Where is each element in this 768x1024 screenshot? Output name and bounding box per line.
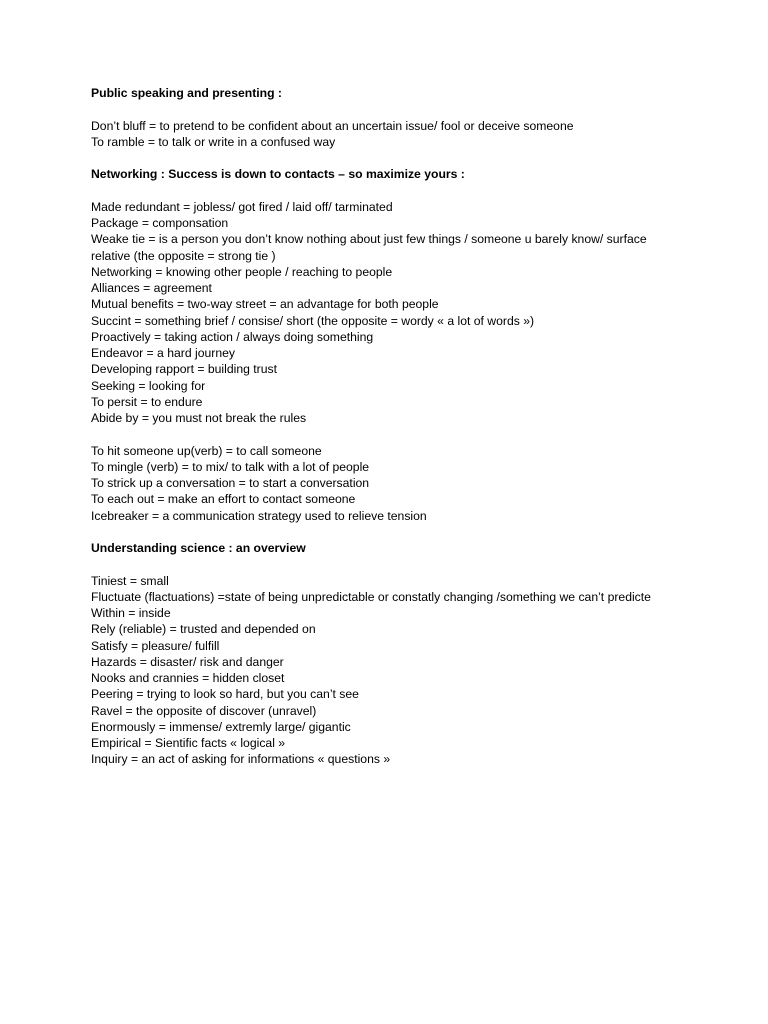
definition-line: Fluctuate (flactuations) =state of being unpredictable or constatly changing /something we can’t predicte bbox=[91, 589, 651, 604]
definition-line: Enormously = immense/ extremly large/ gigantic bbox=[91, 719, 351, 734]
definition-line: Mutual benefits = two-way street = an advantage for both people bbox=[91, 297, 439, 312]
definition-line: Within = inside bbox=[91, 606, 171, 620]
section-public-speaking bbox=[91, 85, 677, 150]
definition-line: Peering = trying to look so hard, but you can’t see bbox=[91, 687, 359, 702]
definition-line: To strick up a conversation = to start a conversation bbox=[91, 476, 370, 490]
definition-line: Nooks and crannies = hidden closet bbox=[91, 671, 285, 685]
blank-line bbox=[91, 524, 677, 540]
definition-line: Alliances = agreement bbox=[91, 281, 212, 295]
definition-line: Networking = knowing other people / reaching to people bbox=[91, 264, 393, 279]
definition-line: To hit someone up(verb) = to call someone bbox=[91, 443, 322, 458]
section-heading: Understanding science : an overview bbox=[91, 541, 306, 555]
definition-line: Rely (reliable) = trusted and depended on bbox=[91, 622, 316, 637]
definition-line: Tiniest = small bbox=[91, 573, 169, 588]
definition-line: To ramble = to talk or write in a confused way bbox=[91, 134, 336, 149]
definition-line: Satisfy = pleasure/ fulfill bbox=[91, 638, 220, 653]
definition-line: Succint = something brief / consise/ short (the opposite = wordy « a lot of words ») bbox=[91, 313, 535, 328]
definition-line: Ravel = the opposite of discover (unravel) bbox=[91, 703, 317, 718]
blank-line bbox=[91, 183, 677, 199]
definition-line: To mingle (verb) = to mix/ to talk with a lot of people bbox=[91, 459, 370, 474]
definition-line: Empirical = Sientific facts « logical » bbox=[91, 736, 286, 750]
definition-line: Endeavor = a hard journey bbox=[91, 346, 235, 360]
definition-line: To persit = to endure bbox=[91, 394, 203, 409]
blank-line bbox=[91, 101, 677, 117]
document-page bbox=[91, 85, 677, 768]
definition-line: Seeking = looking for bbox=[91, 378, 206, 393]
section-networking bbox=[91, 166, 677, 524]
definition-line: Proactively = taking action / always doing something bbox=[91, 329, 374, 344]
definition-line: Developing rapport = building trust bbox=[91, 362, 277, 377]
definition-line: Inquiry = an act of asking for informations « questions » bbox=[91, 752, 391, 767]
section-understanding-science bbox=[91, 540, 677, 768]
section-heading: Networking : Success is down to contacts – so maximize yours : bbox=[91, 167, 465, 182]
section-heading: Public speaking and presenting : bbox=[91, 86, 282, 100]
blank-line bbox=[91, 556, 677, 572]
definition-line: Hazards = disaster/ risk and danger bbox=[91, 654, 284, 669]
definition-line: Package = componsation bbox=[91, 216, 229, 230]
definition-line: Don’t bluff = to pretend to be confident about an uncertain issue/ fool or deceive someone bbox=[91, 118, 574, 133]
blank-line bbox=[91, 426, 677, 442]
definition-line: Abide by = you must not break the rules bbox=[91, 411, 307, 425]
definition-line: Made redundant = jobless/ got fired / laid off/ tarminated bbox=[91, 199, 393, 214]
blank-line bbox=[91, 150, 677, 166]
definition-line: To each out = make an effort to contact someone bbox=[91, 492, 356, 507]
definition-line: Weake tie = is a person you don’t know nothing about just few things / someone u barely know/ surface relative (the opposite = strong tie ) bbox=[91, 232, 647, 263]
definition-line: Icebreaker = a communication strategy used to relieve tension bbox=[91, 508, 427, 523]
